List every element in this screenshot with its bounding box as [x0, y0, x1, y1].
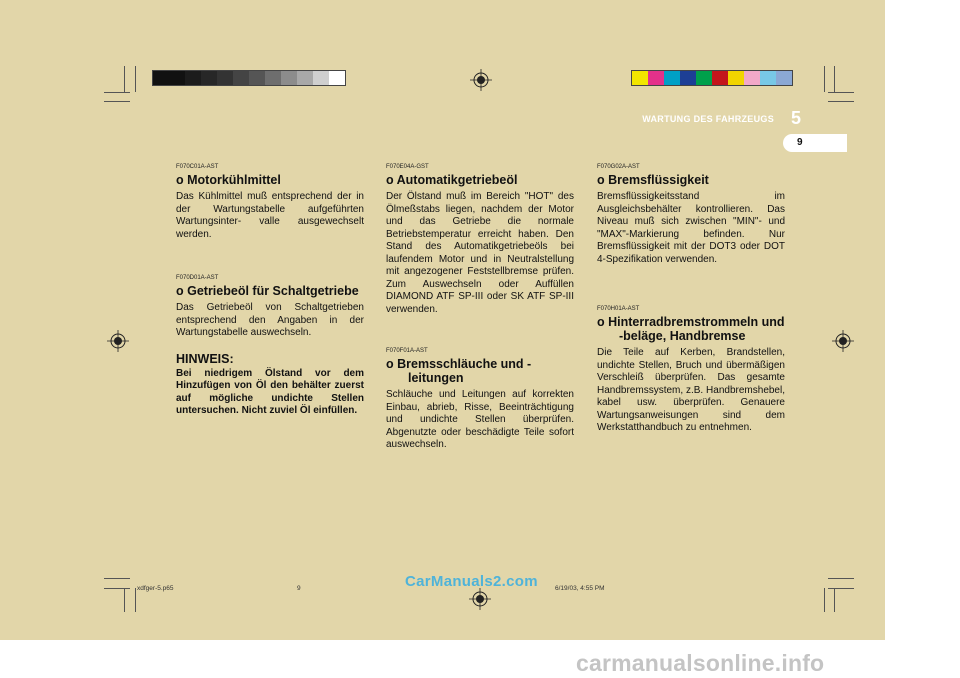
color-swatch: [760, 71, 776, 85]
color-swatch: [728, 71, 744, 85]
section-body: Schläuche und Leitungen auf korrekten Einbau, abrieb, Risse, Beeinträchtigung und undichte Stellen überprüfen. Abgenutzte oder beschädigte Teile sofort auswechseln.: [386, 389, 574, 450]
crop-mark: [824, 588, 825, 612]
color-swatch: [169, 71, 185, 85]
color-swatch: [329, 71, 345, 85]
registration-mark-icon: [469, 588, 491, 610]
section-heading: [597, 315, 785, 343]
section-heading: o Getriebeöl für Schaltgetriebe: [176, 284, 359, 298]
section-manual-transmission-oil: [176, 275, 364, 418]
section-code: F070C01A-AST: [176, 164, 219, 170]
crop-mark: [828, 101, 854, 102]
carmanuals-watermark[interactable]: CarManuals2.com: [405, 573, 538, 590]
crop-mark: [104, 588, 130, 589]
section-heading: o Automatikgetriebeöl: [386, 173, 518, 187]
color-swatch: [664, 71, 680, 85]
color-swatch: [217, 71, 233, 85]
footer-page: 9: [297, 585, 301, 592]
section-code: F070F01A-AST: [386, 348, 428, 354]
crop-mark: [828, 588, 854, 589]
note-title: HINWEIS:: [176, 351, 234, 366]
crop-mark: [828, 578, 854, 579]
color-swatch: [744, 71, 760, 85]
right-margin: [885, 0, 960, 678]
section-code: F070D01A-AST: [176, 275, 219, 281]
section-heading: o Bremsflüssigkeit: [597, 173, 709, 187]
crop-mark: [834, 66, 835, 92]
crop-mark: [104, 92, 130, 93]
color-swatch: [249, 71, 265, 85]
section-body: Der Ölstand muß im Bereich "HOT" des Ölmeßstabs liegen, nachdem der Motor und das Getriebe die normale Betriebstemperatur erreicht haben. Den Stand des Automatikgetriebeöls bei laufendem Motor und in Neutralstellung mit angezogener Feststellbremse prüfen. Zum Auswechseln oder Auffüllen DIAMOND ATF SP-III oder SK ATF SP-III verwenden.: [386, 191, 574, 315]
color-swatch: [776, 71, 792, 85]
color-swatch: [185, 71, 201, 85]
heading-line: -beläge, Handbremse: [619, 329, 746, 343]
crop-mark: [104, 101, 130, 102]
color-swatch: [265, 71, 281, 85]
color-swatch: [153, 71, 169, 85]
color-swatch: [680, 71, 696, 85]
crop-mark: [135, 66, 136, 92]
site-watermark: carmanualsonline.info: [576, 650, 825, 676]
crop-mark: [828, 92, 854, 93]
section-code: F070E04A-GST: [386, 164, 429, 170]
crop-mark: [124, 588, 125, 612]
section-heading: o Motorkühlmittel: [176, 173, 281, 187]
section-automatic-transmission-oil: [386, 164, 574, 316]
page-number: 9: [797, 137, 803, 148]
note-body: Bei niedrigem Ölstand vor dem Hinzufügen von Öl den behälter zuerst auf mögliche undichte Stellen untersuchen. Nicht zuviel Öl einfüllen.: [176, 367, 364, 416]
heading-line: o Hinterradbremstrommeln und: [597, 315, 785, 329]
chapter-number: 5: [791, 108, 802, 128]
page-number-tab: [783, 134, 847, 152]
registration-mark-icon: [832, 330, 854, 352]
section-header-title: WARTUNG DES FAHRZEUGS: [642, 114, 774, 124]
color-swatch: [632, 71, 648, 85]
section-brake-fluid: [597, 164, 785, 266]
column-2: [386, 164, 574, 452]
crop-mark: [104, 578, 130, 579]
footer-date: 6/19/03, 4:55 PM: [555, 585, 605, 592]
crop-mark: [824, 66, 825, 92]
section-heading: [386, 357, 574, 385]
color-swatch: [696, 71, 712, 85]
section-rear-brake-drums: [597, 306, 785, 435]
crop-mark: [834, 588, 835, 612]
color-swatch: [313, 71, 329, 85]
section-body: Die Teile auf Kerben, Brandstellen, undichte Stellen, Bruch und übermäßigen Verschleiß überprüfen. Das gesamte Handbremssystem, z.B. Handbremshebel, kabel usw. überprüfen. Genauere Wartungsanweisungen sind dem Werkstatthandbuch zu entnehmen.: [597, 347, 785, 433]
grayscale-colorbar: [152, 70, 346, 86]
color-swatch: [201, 71, 217, 85]
color-swatch: [297, 71, 313, 85]
color-swatch: [712, 71, 728, 85]
section-code: F070G02A-AST: [597, 164, 640, 170]
column-1: [176, 164, 364, 418]
color-swatch: [281, 71, 297, 85]
section-body: Bremsflüssigkeitsstand im Ausgleichsbehälter kontrollieren. Das Niveau muß sich zwischen "MIN"- und "MAX"-Markierung befinden. Nur Bremsflüssigkeit mit der DOT3 oder DOT 4-Spezifikation verwenden.: [597, 191, 785, 265]
section-code: F070H01A-AST: [597, 306, 640, 312]
footer-filename: xdfger-5.p65: [137, 585, 174, 592]
crop-mark: [135, 588, 136, 612]
registration-mark-icon: [470, 69, 492, 91]
column-3: [597, 164, 785, 435]
heading-line: o Bremsschläuche und -: [386, 357, 532, 371]
section-brake-hoses: [386, 348, 574, 452]
section-body: Das Getriebeöl von Schaltgetrieben entsprechend den Angaben in der Wartungstabelle auswechseln.: [176, 302, 364, 338]
heading-line: leitungen: [408, 371, 464, 385]
section-engine-coolant: [176, 164, 364, 241]
section-body: Das Kühlmittel muß entsprechend der in der Wartungstabelle aufgeführten Wartungsinter- valle ausgewechselt werden.: [176, 191, 364, 240]
crop-mark: [124, 66, 125, 92]
color-colorbar: [631, 70, 793, 86]
color-swatch: [233, 71, 249, 85]
registration-mark-icon: [107, 330, 129, 352]
color-swatch: [648, 71, 664, 85]
